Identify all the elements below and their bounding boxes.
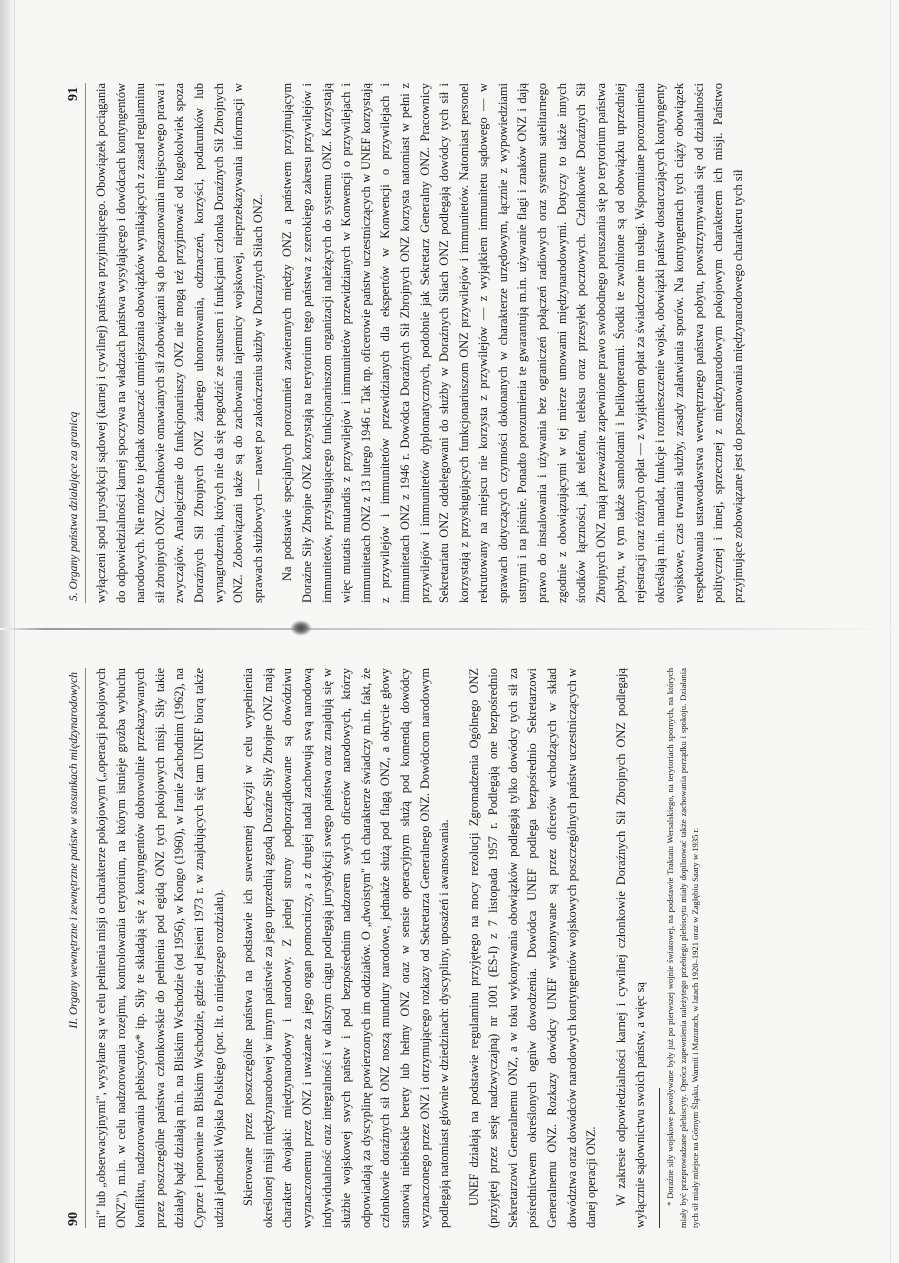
paragraph: Skierowane przez poszczególne państwa na podstawie ich suwerennej decyzji w celu wypełnienia określonej misji międzynarodowej w innym państwie za jego uprzednią zgodą Doraźne Siły Zbrojne ONZ mają charakter dwojaki: międzynarodowy i narodowy. Z jednej strony podporządkowane są dowódziwu wyznaczonemu przez ONZ i uważane za jego organ pomocniczy, a z drugiej nadal zachowują swą narodową indywidualność oraz integralność i w dalszym ciągu podlegają jurysdykcji swego państwa oraz znajdują się w służbie wojskowej swych państw i pod bezpośrednim nadzorem swych oficerów narodowych, którzy odpowiadają za dyscyplinę powierzonych im oddziałów. O „dwoistym" ich charakterze świadczy m.in. fakt, że członkowie doraźnych sił ONZ noszą mundury narodowe, jednakże służą pod flagą ONZ, a okrycie głowy stanowią niebieskie berety lub hełmy ONZ oraz w sensie operacyjnym służą pod komendą dowódcy wyznaczonego przez ONZ i otrzymującego rozkazy od Sekretarza Generalnego ONZ. Dowódcom narodowym podlegają natomiast głównie w dziedzinach: dyscypliny, uposażeń i awansowania. — [241, 668, 452, 1228]
page-header — [66, 83, 86, 603]
paragraph: mi" lub „obserwacyjnymi", wysyłane są w celu pełnienia misji o charakterze pokojowym („operacji pokojowych ONZ"), m.in. w celu nadzorowania rozejmu, kontrolowania terytorium, na którym istnieje groźba wybuchu konfliktu, nadzorowania plebiscytów* itp. Siły te składają się z kontyngentów dobrowolnie przekazywanych przez poszczególne państwa członkowskie do pełnienia pod egidą ONZ tych pokojowych misji. Siły takie działały bądź działają m.in. na Bliskim Wschodzie (od 1956), w Kongo (1960), w Iranie Zachodnim (1962), na Cyprze i ponownie na Bliskim Wschodzie, gdzie od jesieni 1973 r. w znajdujących się tam UNEF biorą także udział jednostki Wojska Polskiego (por. lit. o niniejszego rozdziału). — [94, 668, 226, 1228]
page-number: 91 — [66, 87, 81, 101]
paragraph: wyłączeni spod jurysdykcji sądowej (karnej i cywilnej) państwa przyjmującego. Obowiązek pociągania do odpowiedzialności karnej spoczywa na władzach państwa wysyłającego i dowódcach kontyngentów narodowych. Nie może to jednak oznaczać umniejszania obowiązków wynikających z zasad regulaminu sił zbrojnych ONZ. Członkowie omawianych sił zobowiązani są do poszanowania miejscowego prawa i zwyczajów. Analogicznie do funkcjonariuszy ONZ nie mogą też przyjmować od kogokolwiek spoza Doraźnych Sił Zbrojnych ONZ żadnego uhonorowania, odznaczeń, korzyści, podarunków lub wynagrodzenia, których nie da się pogodzić ze statusem i funkcjami członka Doraźnych Sił Zbrojnych ONZ. Zobowiązani także są do zachowania tajemnicy wojskowej, nieprzekazywania informacji w sprawach służbowych — nawet po zakończeniu służby w Doraźnych Siłach ONZ. — [94, 83, 265, 603]
page-edge-left — [14, 0, 15, 1263]
paragraph: UNEF działają na podstawie regulaminu przyjętego na mocy rezolucji Zgromadzenia Ogólnego ONZ (przyjętej przez sesję nadzwyczajną) nr 1001 (ES-I) z 7 listopada 1957 r. Podlegają one bezpośrednio Sekretarzowi Generalnemu ONZ, a w toku wykonywania obowiązków podlegają tylko dowódcy tych sił za pośrednictwem określonych ogniw dowodzenia. Dowódca UNEF podlega bezpośrednio Sekretarzowi Generalnemu ONZ. Rozkazy dowódcy UNEF wykonywane są przez oficerów wchodzących w skład dowództwa oraz dowódców narodowych kontyngentów wojskowych poszczególnych państw uczestniczących w danej operacji ONZ. — [466, 668, 599, 1228]
running-head: 5. Organy państwa działające za granicą — [68, 411, 80, 601]
paragraph: Na podstawie specjalnych porozumień zawieranych między ONZ a państwem przyjmującym Doraźne Siły Zbrojne ONZ korzystają na terytorium tego państwa z szerokiego zakresu przywilejów i immunitetów, przysługującego funkcjonariuszom organizacji należących do systemu ONZ. Korzystają więc mutatis mutandis z przywilejów i immunitetów przewidzianych w Konwencji o przywilejach i immunitetach ONZ z 13 lutego 1946 r. Tak np. oficerowie państw uczestniczących w UNEF korzystają z przywilejów i immunitetów przewidzianych dla ekspertów w Konwencji o przywilejach i immunitetach ONZ z 1946 r. Dowódca Doraźnych Sił Zbrojnych ONZ korzysta natomiast w pełni z przywilejów i immunitetów dyplomatycznych, podobnie jak Sekretarz Generalny ONZ. Pracownicy Sekretariatu ONZ oddelegowani do służby w Doraźnych Siłach ONZ podlegają dowódcy tych sił i korzystają z przysługujących funkcjonariuszom ONZ przywilejów i immunitetów. Natomiast personel rekrutowany na miejscu nie korzysta z przywilejów — z wyjątkiem immunitetu sądowego — w sprawach dotyczących czynności dokonanych w charakterze urzędowym, łącznie z wypowiedziami ustnymi i na piśmie. Ponadto porozumienia te gwarantują m.in. używanie flagi i znaków ONZ i dają prawo do instalowania i używania bez ograniczeń połączeń radiowych oraz systemu satelitarnego zgodnie z obowiązującymi w tej mierze umowami międzynarodowymi. Dotyczy to także innych środków łączności, jak telefonu, teleksu oraz przesyłek pocztowych. Członkowie Doraźnych Sił Zbrojnych ONZ mają przeważnie zapewnione prawo swobodnego poruszania się po terytorium państwa pobytu, w tym także samolotami i helikopterami. Środki te zwolnione są od obowiązku uprzedniej rejestracji oraz różnych opłat — z wyjątkiem opłat za świadczone im usługi. Wspomniane porozumienia określają m.in. mandat, funkcje i rozmieszczenie wojsk, obowiązki państw dostarczających kontyngenty wojskowe, czas trwania służby, zasady załatwiania sporów. Na kontyngentach tych ciąży obowiązek respektowania ustawodawstwa wewnętrznego państwa pobytu, powstrzymywania się od działalności politycznej i innej, sprzecznej z międzynarodowym pokojowym charakterem ich misji. Państwo przyjmujące zobowiązane jest do poszanowania międzynarodowego charakteru tych sił — [280, 83, 745, 603]
gutter-mark — [290, 620, 312, 636]
page-body — [92, 83, 749, 603]
page-edge-right — [890, 0, 891, 1263]
page-number: 90 — [66, 1212, 81, 1226]
footnote-rule — [659, 1088, 660, 1228]
page-body — [92, 668, 702, 1228]
page-90 — [66, 668, 848, 1228]
page-91 — [66, 83, 848, 603]
page-header — [66, 668, 86, 1228]
book-gutter — [0, 628, 899, 630]
paragraph: W zakresie odpowiedzialności karnej i cywilnej członkowie Doraźnych Sił Zbrojnych ONZ podlegają wyłącznie sądownictwu swoich państw, a więc są — [613, 668, 648, 1228]
scan-shadow — [0, 0, 14, 1263]
running-head: II. Organy wewnętrzne i zewnętrzne państw w stosunkach międzynarodowych — [68, 672, 80, 1029]
footnote: * Doraźne siły wojskowe powoływane były już po pierwszej wojnie światowej, na podstawie Traktatu Wersalskiego, na terytoriach spornych, na których miały być przeprowadzane plebiscyty. Oprócz zapewnienia należytego przebiegu plebiscytu miały dopilnować także zachowania porządku i spokoju. Działania tych sił miały miejsce na Górnym Śląsku, Warmii i Mazurach, w latach 1920–1921 oraz w Zagłębiu Saary w 1935 r. — [665, 668, 701, 1228]
